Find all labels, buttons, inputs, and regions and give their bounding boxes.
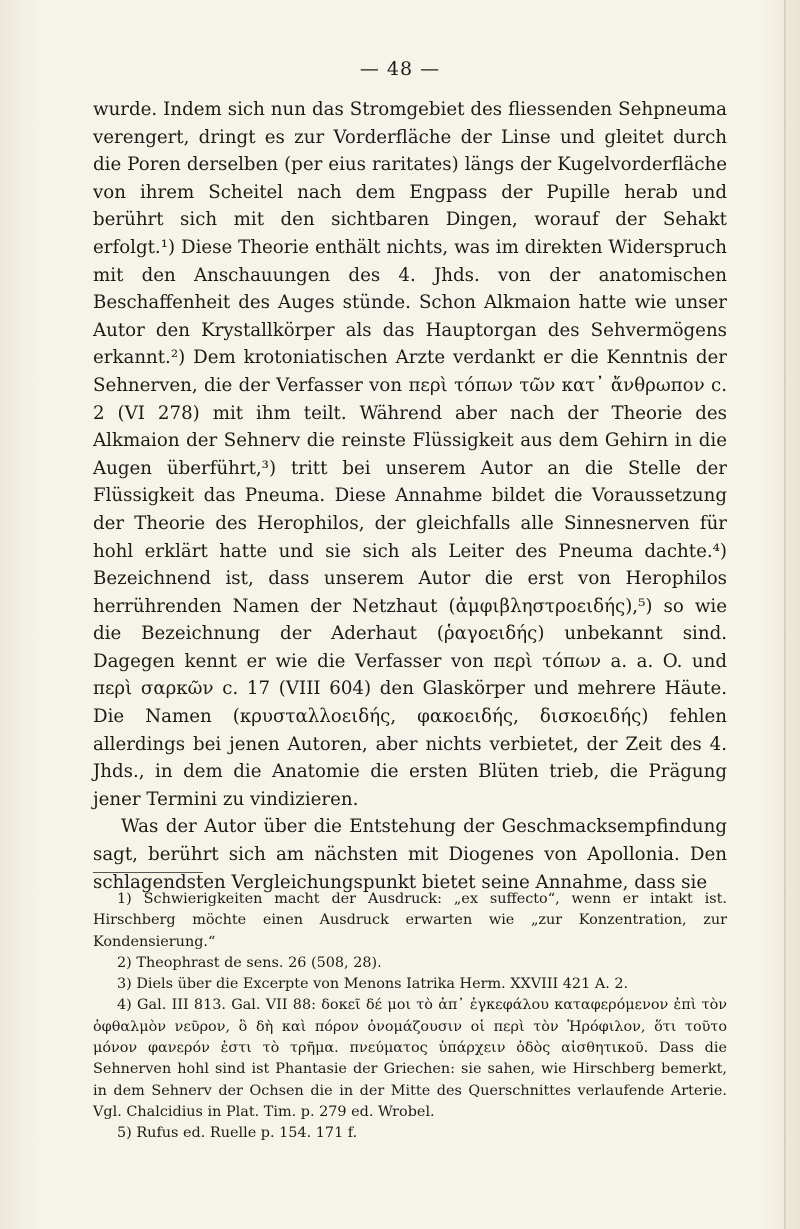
page-edge-shadow <box>784 0 786 1229</box>
footnote-4: 4) Gal. III 813. Gal. VII 88: δοκεῖ δέ μοι τὸ ἀπ᾽ ἐγκεφάλου καταφερόμενον ἐπὶ τὸν ὀφθαλμὸν νεῦρον, ὃ δὴ καὶ πόρον ὀνομάζουσιν οἱ περὶ τὸν Ἡρόφιλον, ὅτι τοῦτο μόνον φανερόν ἐστι τὸ τρῆμα. πνεύματος ὑπάρχειν ὁδὸς αἰσθητικοῦ. Dass die Sehnerven hohl sind ist Phantasie der Griechen: sie sahen, wie Hirschberg bemerkt, in dem Sehnerv der Ochsen die in der Mitte des Querschnittes verlaufende Arterie. Vgl. Chalcidius in Plat. Tim. p. 279 ed. Wrobel. <box>93 997 727 1120</box>
main-text <box>93 96 727 896</box>
footnotes <box>93 889 727 1145</box>
page-number: — 48 — <box>359 58 441 80</box>
paragraph-1: wurde. Indem sich nun das Stromgebiet des fliessenden Sehpneuma verengert, dringt es zur Vorderfläche der Linse und gleitet durch die Poren derselben (per eius raritates) längs der Kugelvorderfläche von ihrem Scheitel nach dem Engpass der Pupille herab und berührt sich mit den sichtbaren Dingen, worauf der Sehakt erfolgt.¹) Diese Theorie enthält nichts, was im direkten Widerspruch mit den Anschauungen des 4. Jhds. von der anatomischen Beschaffenheit des Auges stünde. Schon Alkmaion hatte wie unser Autor den Krystallkörper als das Hauptorgan des Sehvermögens erkannt.²) Dem krotoniatischen Arzte verdankt er die Kenntnis der Sehnerven, die der Verfasser von περὶ τόπων τῶν κατ᾽ ἄνθρωπον c. 2 (VI 278) mit ihm teilt. Während aber nach der Theorie des Alkmaion der Sehnerv die reinste Flüssigkeit aus dem Gehirn in die Augen überführt,³) tritt bei unserem Autor an die Stelle der Flüssigkeit das Pneuma. Diese Annahme bildet die Voraussetzung der Theorie des Herophilos, der gleichfalls alle Sinnesnerven für hohl erklärt hatte und sie sich als Leiter des Pneuma dachte.⁴) Bezeichnend ist, dass unserem Autor die erst von Herophilos herrührenden Namen der Netzhaut (ἀμφιβληστροειδής),⁵) so wie die Bezeichnung der Aderhaut (ῥαγοειδής) unbekannt sind. Dagegen kennt er wie die Verfasser von περὶ τόπων a. a. O. und περὶ σαρκῶν c. 17 (VIII 604) den Glaskörper und mehrere Häute. Die Namen (κρυσταλλοειδής, φακοειδής, δισκοειδής) fehlen allerdings bei jenen Autoren, aber nichts verbietet, der Zeit des 4. Jhds., in dem die Anatomie die ersten Blüten trieb, die Prägung jener Termini zu vindizieren. <box>93 99 727 810</box>
footnote-1: 1) Schwierigkeiten macht der Ausdruck: „ex suffecto“, wenn er intakt ist. Hirschberg möchte einen Ausdruck erwarten wie „zur Konzentration, zur Kondensierung.“ <box>93 891 727 950</box>
footnote-3: 3) Diels über die Excerpte von Menons Iatrika Herm. XXVIII 421 A. 2. <box>117 976 629 993</box>
footnote-5: 5) Rufus ed. Ruelle p. 154. 171 f. <box>117 1125 358 1142</box>
paragraph-2: Was der Autor über die Entstehung der Geschmacksempfindung sagt, berührt sich am nächsten mit Diogenes von Apollonia. Den schlagendsten Vergleichungspunkt bietet seine Annahme, dass sie <box>93 816 727 893</box>
footnote-separator <box>93 872 203 873</box>
footnote-2: 2) Theophrast de sens. 26 (508, 28). <box>117 954 382 971</box>
